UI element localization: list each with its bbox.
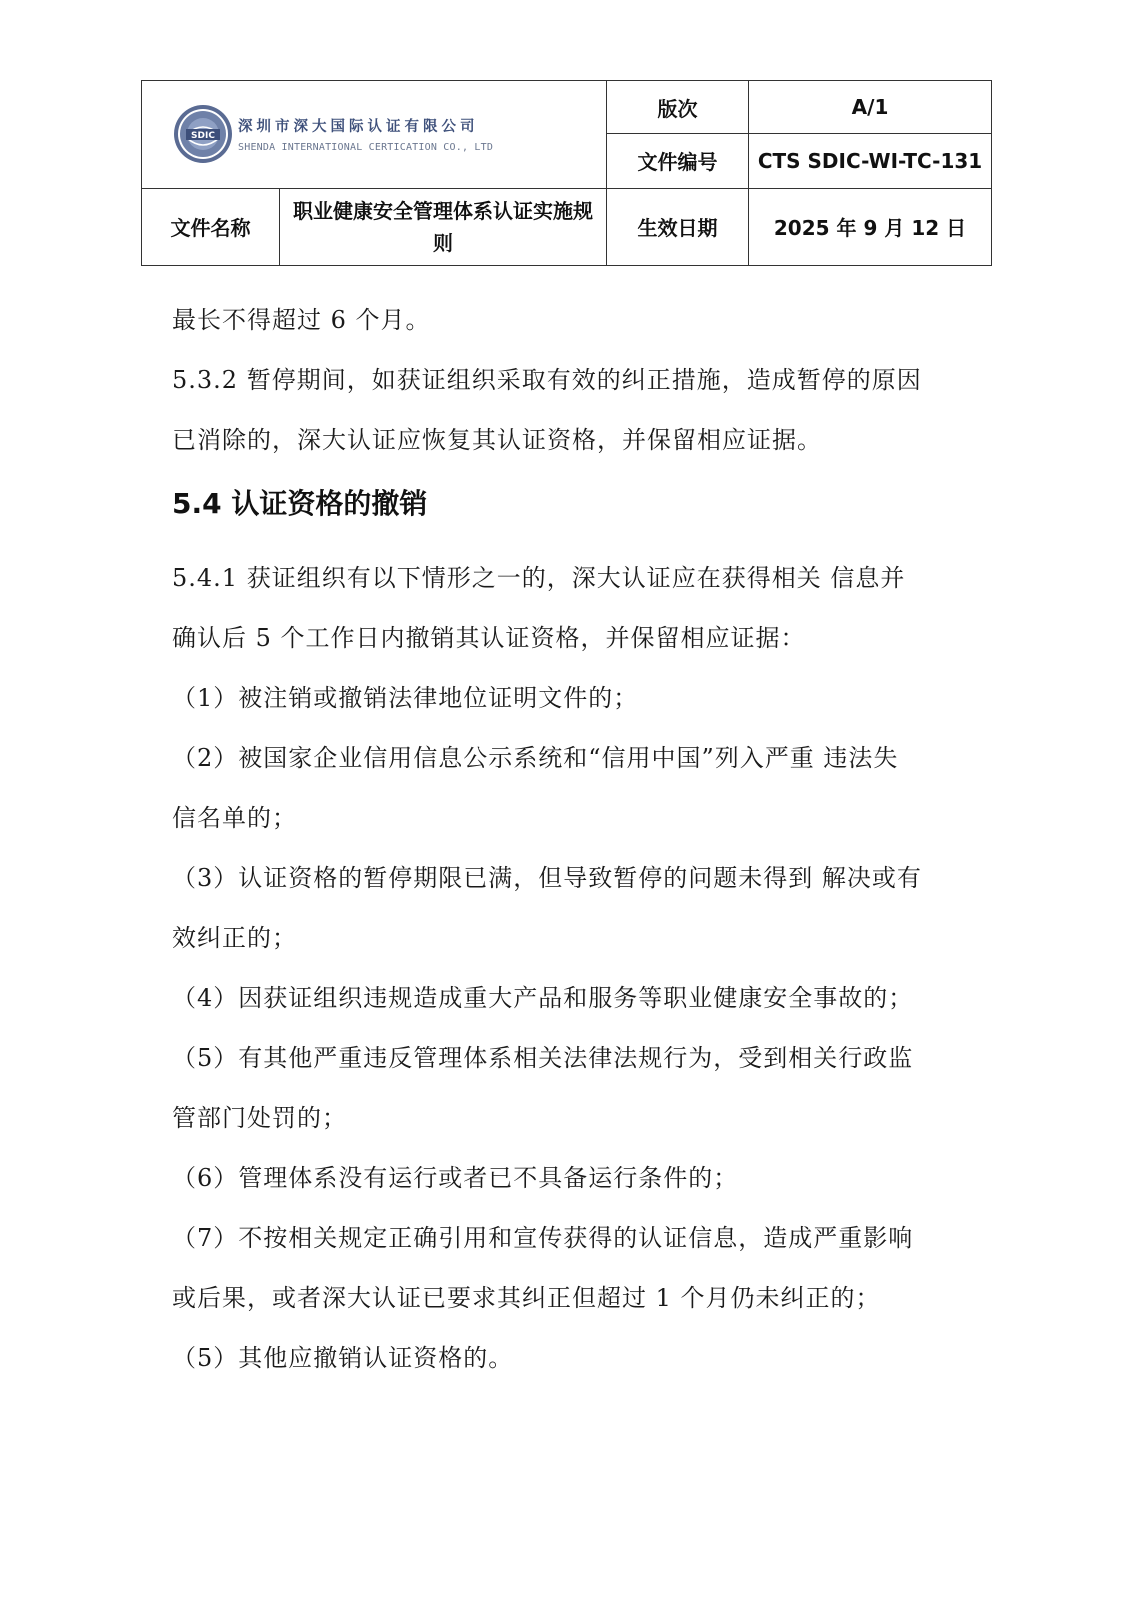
company-name-cn: 深圳市深大国际认证有限公司 xyxy=(238,119,479,136)
list-item: （5）有其他严重违反管理体系相关法律法规行为，受到相关行政监 xyxy=(172,1044,914,1072)
document-name-value: 职业健康安全管理体系认证实施规则 xyxy=(280,188,607,265)
list-item: （1）被注销或撤销法律地位证明文件的； xyxy=(172,684,639,712)
document-name-label: 文件名称 xyxy=(142,188,280,265)
document-body xyxy=(172,290,962,1388)
logo-emblem-text: SDIC xyxy=(191,131,215,142)
edition-label: 版次 xyxy=(607,81,749,134)
list-item: （2）被国家企业信用信息公示系统和“信用中国”列入严重 违法失 xyxy=(172,744,899,772)
list-item: （3）认证资格的暂停期限已满，但导致暂停的问题未得到 解决或有 xyxy=(172,864,922,892)
company-emblem-icon xyxy=(172,103,234,165)
body-line: 5.3.2 暂停期间，如获证组织采取有效的纠正措施，造成暂停的原因 xyxy=(172,366,922,394)
effective-date-label: 生效日期 xyxy=(607,188,749,265)
document-number-value: CTS SDIC-WI-TC-131 xyxy=(749,134,992,188)
list-item-continuation: 效纠正的； xyxy=(172,924,297,952)
company-logo-cell xyxy=(142,81,607,189)
document-number-label: 文件编号 xyxy=(607,134,749,188)
document-header-table xyxy=(141,80,992,266)
list-item-continuation: 管部门处罚的； xyxy=(172,1104,347,1132)
company-name-en: SHENDA INTERNATIONAL CERTICATION CO., LTD xyxy=(238,142,494,154)
body-line: 确认后 5 个工作日内撤销其认证资格，并保留相应证据： xyxy=(172,624,806,652)
body-line: 5.4.1 获证组织有以下情形之一的，深大认证应在获得相关 信息并 xyxy=(172,564,906,592)
body-line: 最长不得超过 6 个月。 xyxy=(172,306,431,334)
list-item: （6）管理体系没有运行或者已不具备运行条件的； xyxy=(172,1164,739,1192)
list-item: （5）其他应撤销认证资格的。 xyxy=(172,1344,514,1372)
section-heading: 5.4 认证资格的撤销 xyxy=(172,487,428,520)
list-item-continuation: 信名单的； xyxy=(172,804,297,832)
list-item: （7）不按相关规定正确引用和宣传获得的认证信息，造成严重影响 xyxy=(172,1224,914,1252)
body-line: 已消除的，深大认证应恢复其认证资格，并保留相应证据。 xyxy=(172,426,822,454)
list-item: （4）因获证组织违规造成重大产品和服务等职业健康安全事故的； xyxy=(172,984,914,1012)
list-item-continuation: 或后果，或者深大认证已要求其纠正但超过 1 个月仍未纠正的； xyxy=(172,1284,881,1312)
effective-date-value: 2025 年 9 月 12 日 xyxy=(749,188,992,265)
edition-value: A/1 xyxy=(749,81,992,134)
